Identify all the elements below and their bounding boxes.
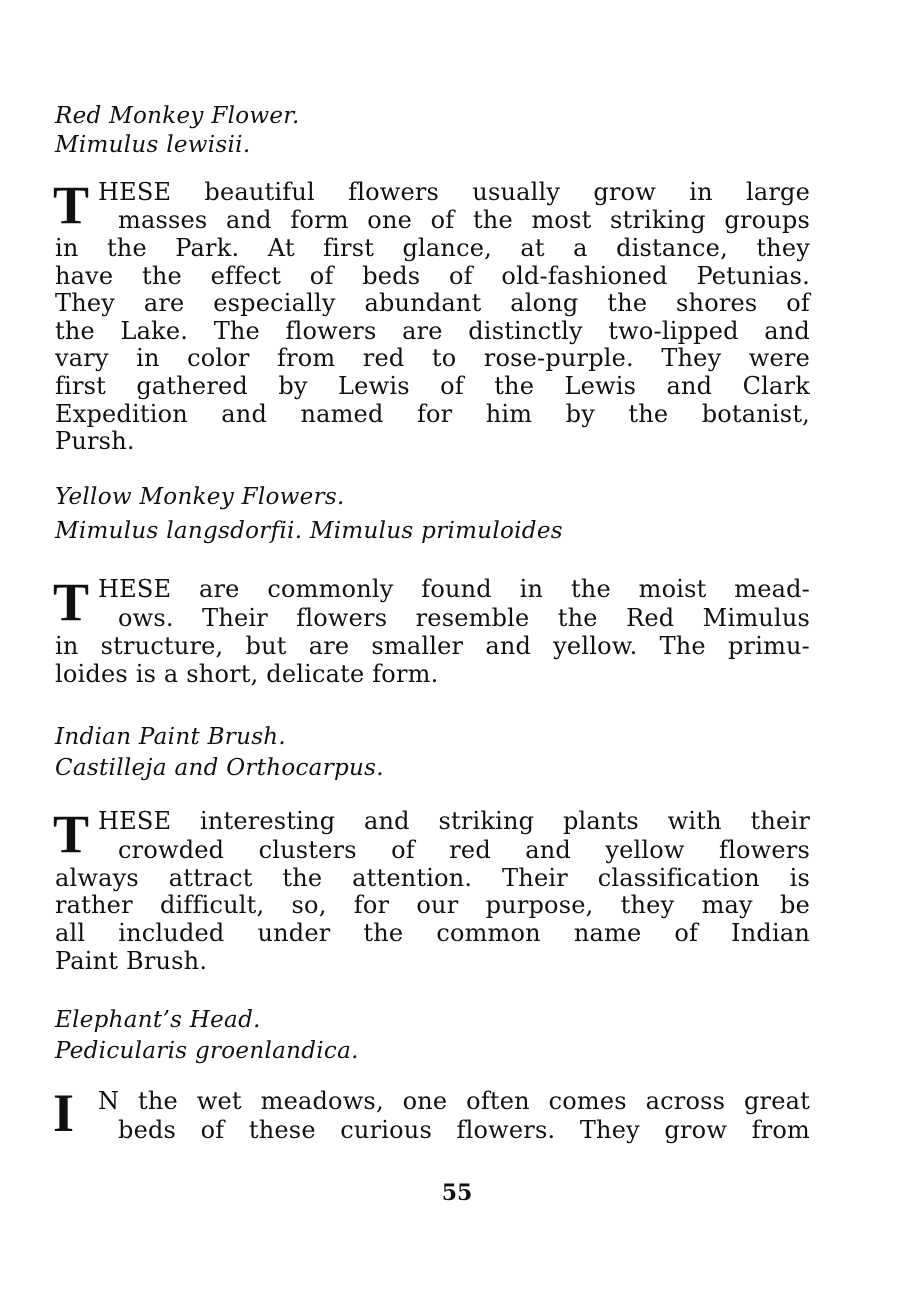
- body-line: HESE interesting and striking plants with their: [98, 807, 810, 835]
- body-line: in structure, but are smaller and yellow. The primu-: [55, 632, 810, 660]
- body-line: rather difficult, so, for our purpose, they may be: [55, 891, 810, 919]
- body-line: have the effect of beds of old-fashioned Petunias.: [55, 262, 810, 290]
- common-name-heading: Elephant’s Head.: [55, 1007, 261, 1033]
- common-name-heading: Red Monkey Flower.: [55, 103, 300, 129]
- body-line: first gathered by Lewis of the Lewis and Clark: [55, 372, 810, 400]
- body-line: always attract the attention. Their classification is: [55, 864, 810, 892]
- body-line: loides is a short, delicate form.: [55, 660, 439, 688]
- body-line: Pursh.: [55, 427, 135, 455]
- common-name-heading: Yellow Monkey Flowers.: [55, 484, 345, 510]
- body-line: HESE are commonly found in the moist mead-: [98, 575, 810, 603]
- drop-cap: T: [53, 804, 90, 864]
- body-line: They are especially abundant along the shores of: [55, 289, 810, 317]
- drop-cap: T: [53, 175, 90, 235]
- scientific-name-heading: Pedicularis groenlandica.: [55, 1038, 359, 1064]
- body-line: Paint Brush.: [55, 947, 208, 975]
- body-line: vary in color from red to rose-purple. They were: [55, 344, 810, 372]
- common-name-heading: Indian Paint Brush.: [55, 724, 287, 750]
- body-line: Expedition and named for him by the botanist,: [55, 400, 810, 428]
- drop-cap: I: [53, 1083, 75, 1143]
- scientific-name-heading: Mimulus lewisii.: [55, 132, 251, 158]
- body-line: all included under the common name of Indian: [55, 919, 810, 947]
- body-line: N the wet meadows, one often comes across great: [98, 1087, 810, 1115]
- page-number: 55: [441, 1180, 473, 1206]
- scientific-name-heading: Castilleja and Orthocarpus.: [55, 755, 384, 781]
- scientific-name-heading: Mimulus langsdorfii. Mimulus primuloides: [55, 518, 563, 544]
- drop-cap: T: [53, 572, 90, 632]
- body-line: crowded clusters of red and yellow flowers: [118, 836, 810, 864]
- body-line: masses and form one of the most striking groups: [118, 206, 810, 234]
- body-line: beds of these curious flowers. They grow from: [118, 1116, 810, 1144]
- body-line: in the Park. At first glance, at a distance, they: [55, 234, 810, 262]
- body-line: ows. Their flowers resemble the Red Mimulus: [118, 604, 810, 632]
- body-line: HESE beautiful flowers usually grow in large: [98, 178, 810, 206]
- body-line: the Lake. The flowers are distinctly two-lipped and: [55, 317, 810, 345]
